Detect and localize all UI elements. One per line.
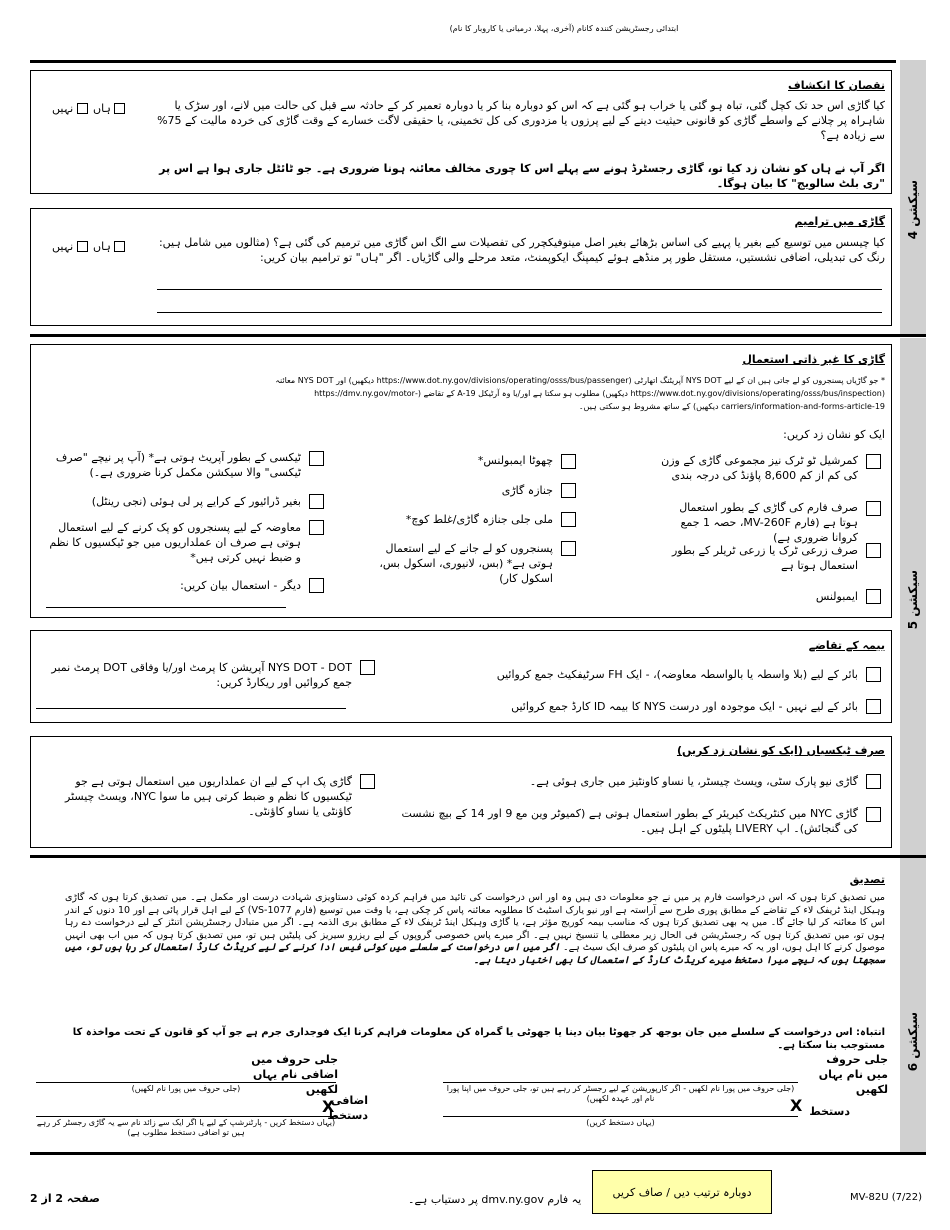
modifications-yes-label: ہاں	[93, 240, 111, 253]
additional-print-name-note: (جلی حروف میں پورا نام لکھیں)	[131, 1084, 241, 1093]
additional-signature-note: (یہاں دستخط کریں - پارٹنرشپ کے لیے یا اگر ایک سے زائد نام سے یہ گاڑی رجسٹر کر رہے ہیں تو اضافی دستخط مطلوب ہے)	[36, 1118, 336, 1137]
taxi-pickup-label: گاڑی پک اپ کے لیے ان عملداریوں میں استعمال ہوتی ہے جو ٹیکسیوں کا نظم و ضبط کرتی ہیں ما سوا NYC، ویسٹ چیسٹر کاؤنٹی یا نساو کاؤنٹی۔	[65, 775, 352, 818]
certification-warning: انتباہ: اس درخواست کے سلسلے میں جان بوجھ کر جھوٹا بیان دینا یا جھوٹی یا گمراہ کن معلومات فراہم کرنا ایک فوجداری جرم ہے جو آپ کو قانون کے تحت مواخذہ کا مستوجب بنا سکتا ہے۔	[72, 1027, 885, 1051]
taxi-label: ٹیکسی کے بطور آپریٹ ہوتی ہے* (آپ پر نیچے "صرف ٹیکسی" والا سیکشن مکمل کرنا ضروری ہے۔)	[55, 451, 301, 479]
certification-body-bold: اگر میں اس درخواست کے سلسلے میں کوئی فیس ادا کرنے کے لیے کریڈٹ کارڈ استعمال کر رہا ہوں تو، میں سمجھتا ہوں کہ نیچے میرا دستخط میرے کریڈٹ کارڈ کے استعمال کا بھی اختیار دیتا ہے۔	[65, 942, 885, 966]
dot-permit-line[interactable]	[36, 708, 346, 709]
signature-line[interactable]	[443, 1116, 798, 1117]
reset-button[interactable]	[592, 1170, 772, 1214]
section6-label: سیکشن 6	[906, 1012, 920, 1072]
nonpersonal-intro-3: carriers/information-and-forms-article-19 دیکھیں) کے ساتھ مشروط ہو سکتی ہیں۔	[578, 402, 885, 411]
agricultural-truck-checkbox[interactable]	[866, 543, 881, 558]
section6-bar	[900, 858, 926, 1154]
damage-title: نقصان کا انکشاف	[788, 79, 885, 92]
combination-hearse-label: ملی جلی جنازہ گاڑی/غلط کوچ*	[405, 513, 553, 526]
signature-x: X	[790, 1096, 803, 1115]
print-name-line[interactable]	[443, 1082, 798, 1083]
nonpersonal-intro-2: (https://www.dot.ny.gov/divisions/operating/osss/bus/inspection دیکھیں) مطلوب ہو سکتا ہے اور/یا وہ آرٹیکل A-19 کے تقاضے (-https://dmv.ny.gov/motor	[314, 389, 885, 398]
mark-one-label: ایک کو نشان زد کریں:	[783, 428, 885, 441]
other-use-label: دیگر - استعمال بیان کریں:	[180, 579, 301, 592]
additional-signature-label: اضافی دستخط	[327, 1094, 368, 1122]
modifications-question: کیا چیسس میں توسیع کیے بغیر یا پہیے کی اساس بڑھائے بغیر اصل مینوفیکچرر کی تفصیلات سے الگ اس گاڑی میں ترمیم کی گئی ہے؟ (مثالوں میں شامل ہیں: رنگ کی تبدیلی، اضافی نشستیں، مستقل طور پر منڈھے ہوئے کیمپنگ ایکوپمنٹ، متعد مرحلے والی گاڑیاں۔ اگر "ہاں" تو ترامیم بیان کریں:	[158, 236, 885, 264]
damage-no-checkbox[interactable]	[77, 103, 88, 114]
damage-no-label: نہیں	[52, 102, 74, 115]
additional-print-name-line[interactable]	[36, 1082, 336, 1083]
combination-hearse-checkbox[interactable]	[561, 512, 576, 527]
commercial-tow-checkbox[interactable]	[866, 454, 881, 469]
farm-vehicle-checkbox[interactable]	[866, 501, 881, 516]
registrant-name-label: ابتدائی رجسٹریشن کنندہ کانام (آخری، پہلا، درمیانی یا کاروبار کا نام)	[449, 24, 679, 33]
ambulance-label: ایمبولنس	[815, 590, 858, 603]
dot-permit-checkbox[interactable]	[360, 660, 375, 675]
additional-signature-x: X	[322, 1097, 335, 1116]
farm-vehicle-label: صرف فارم کی گاڑی کے بطور استعمال ہوتا ہے (فارم MV-260F، حصہ 1 جمع کروانا ضروری ہے)	[679, 501, 858, 544]
modifications-no-label: نہیں	[52, 240, 74, 253]
taxi-county-label: گاڑی نیو پارک سٹی، ویسٹ چیسٹر، یا نساو کاونٹیز میں جاری ہوئی ہے۔	[529, 775, 858, 788]
form-availability: یہ فارم dmv.ny.gov پر دستیاب ہے۔	[408, 1193, 582, 1206]
form-id: MV-82U (7/22)	[850, 1192, 922, 1203]
passenger-pickup-label: معاوضہ کے لیے پسنجروں کو پک کرنے کے لیے استعمال ہوتی ہے صرف ان عملداریوں میں جو ٹیکسیوں کا نظم و ضبط نہیں کرتی ہیں*	[49, 521, 301, 564]
taxi-only-title: صرف ٹیکسیاں (ایک کو نشان زد کریں)	[676, 744, 885, 757]
additional-signature-line[interactable]	[36, 1116, 336, 1117]
fh-certificate-label: بائر کے لیے (بلا واسطہ یا بالواسطہ معاوضہ)، - ایک FH سرٹیفکیٹ جمع کروائیں	[496, 668, 858, 681]
modifications-box	[30, 208, 892, 326]
modifications-line-2[interactable]	[157, 312, 882, 313]
certification-body-text: میں تصدیق کرتا ہوں کہ اس درخواست فارم پر میں نے جو معلومات دی ہیں وہ اور اس درخواست کی تائید میں فراہم کردہ کوئی دستاویزی شہادت درست اور مکمل ہے۔ میں تصدیق کرتا ہوں کہ گاڑی وہیکل اینڈ ٹریفک لاء کے تقاضے کے مطابق پوری طرح سے آراستہ ہے اور نیو یارک اسٹیٹ کا مطلوبہ معائنہ پاس کر چکی ہے، یا وقت میں توسیع (فارم VS-1077) کے لیے اہل قرار پائی ہے اور 10 دنوں کے اندر اس کا معائنہ کر لیا جائے گا۔ میں یہ بھی تصدیق کرتا ہوں کہ مناسب بیمہ کوریج مؤثر ہے، یا گاڑی وہیکل اینڈ ٹریفک لاء کے مطابق بری الذمہ ہے۔ اگر میں متبادل رجسٹریشن اتنٹز کے لیے درخواست دے رہا ہوں تو، میں تصدیق کرتا ہوں کہ رجسٹریشن فی الحال زیر معطلی یا تنسیخ نہیں ہے۔ اگر میرے پاس خصوصی گروپوں کے لیے ریزرو سیریز کی پلیٹیں ہیں تو، میں تصدیق کرتا ہوں کہ میں اب بھی انہیں موصول کرنے کا اہل ہوں، اور یہ کہ میرے پاس ان پلیٹوں کو صرف ایک سیٹ ہے۔	[65, 892, 885, 953]
modifications-yes-checkbox[interactable]	[114, 241, 125, 252]
nonpersonal-title: گاڑی کا غیر ذاتی استعمال	[742, 353, 885, 366]
small-ambulance-label: چھوٹا ایمبولنس*	[477, 454, 553, 467]
rental-label: بغیر ڈرائیور کے کرایے پر لی ہوئی (نجی رینٹل)	[91, 495, 301, 508]
damage-yes-label: ہاں	[93, 102, 111, 115]
modifications-title: گاڑی میں ترامیم	[794, 215, 885, 228]
dot-permit-label: NYS DOT - DOT آپریشن کا پرمٹ اور/یا وفاقی DOT پرمٹ نمبر جمع کروائیں اور ریکارڈ کریں:	[51, 661, 352, 689]
section4-label: سیکشن 4	[906, 180, 920, 240]
passenger-transport-checkbox[interactable]	[561, 541, 576, 556]
hearse-checkbox[interactable]	[561, 483, 576, 498]
header-rule	[30, 60, 896, 63]
taxi-checkbox[interactable]	[309, 451, 324, 466]
other-use-line[interactable]	[46, 607, 286, 608]
modifications-line-1[interactable]	[157, 289, 882, 290]
taxi-contract-label: گاڑی NYC میں کنٹریکٹ کیریئر کے بطور استعمال ہوتی ہے (کمیوٹر وین مع 9 اور 14 کے بیچ نشست کی گنجائش)۔ اپ LIVERY پلیٹوں کے اہل ہیں۔	[401, 807, 858, 835]
rental-checkbox[interactable]	[309, 494, 324, 509]
print-name-label: جلی حروف میں نام یہاں لکھیں	[818, 1053, 888, 1096]
signature-label: دستخط	[809, 1105, 850, 1118]
taxi-county-checkbox[interactable]	[866, 774, 881, 789]
passenger-transport-label: پسنجروں کو لے جانے کے لیے استعمال ہوتی ہے* (بس، لانیوری، اسکول بس، اسکول کار)	[379, 542, 553, 585]
other-use-checkbox[interactable]	[309, 578, 324, 593]
agricultural-truck-label: صرف زرعی ٹرک یا زرعی ٹریلر کے بطور استعمال ہوتا ہے	[671, 544, 858, 572]
page-number: صفحہ 2 از 2	[30, 1192, 100, 1205]
additional-print-name-label: جلی حروف میں اضافی نام یہاں لکھیں	[251, 1053, 338, 1096]
reset-button-label: دوبارہ ترتیب دیں / صاف کریں	[612, 1185, 752, 1199]
taxi-pickup-checkbox[interactable]	[360, 774, 375, 789]
passenger-pickup-checkbox[interactable]	[309, 520, 324, 535]
damage-yes-checkbox[interactable]	[114, 103, 125, 114]
nonpersonal-intro-1: * جو گاڑیاں پسنجروں کو لے جاتی ہیں ان کے لیے NYS DOT آپریٹنگ اتھارٹی (https://www.dot.ny.gov/divisions/operating/osss/bus/passenger دیکھیں) اور NYS DOT معائنہ	[275, 376, 885, 385]
insurance-title: بیمہ کے تقاضے	[808, 639, 885, 652]
taxi-contract-checkbox[interactable]	[866, 807, 881, 822]
certification-body	[65, 892, 885, 967]
damage-question: کیا گاڑی اس حد تک کچل گئی، تباہ ہو گئی یا خراب ہو گئی ہے کہ اس کو دوبارہ بنا کر یا دوبارہ تعمیر کر کے حادثہ سے قبل کی حالت میں لانے، اور سڑک یا شاہراہ پر چلانے کے واسطے گاڑی کو قانونی حیثیت دینے کے لیے پرزوں یا مزدوری کی کل تخمینی، یا حقیقی لاگت خسارے کے وقت گاڑی کی خردہ مالیت کے 75% سے زیادہ ہے؟	[157, 99, 885, 142]
section5-rule	[30, 855, 926, 858]
damage-note: اگر آپ نے ہاں کو نشان زد کیا تو، گاڑی رجسٹرڈ ہونے سے پہلے اس کا چوری مخالف معائنہ ہونا ضروری ہے۔ جو ٹائٹل جاری ہوا ہے اس پر "ری بلٹ سالویج" کا بیان ہوگا۔	[159, 162, 885, 190]
small-ambulance-checkbox[interactable]	[561, 454, 576, 469]
insurance-id-checkbox[interactable]	[866, 699, 881, 714]
signature-note: (یہاں دستخط کریں)	[586, 1118, 655, 1127]
section6-rule	[30, 1152, 926, 1155]
ambulance-checkbox[interactable]	[866, 589, 881, 604]
section5-label: سیکشن 5	[906, 570, 920, 630]
section4-rule	[30, 334, 926, 337]
commercial-tow-label: کمرشیل ٹو ٹرک نیز مجموعی گاڑی کے وزن کی کم از کم 8,600 پاؤنڈ کی درجہ بندی	[661, 454, 858, 482]
certification-title: تصدیق	[849, 873, 885, 886]
print-name-note: (جلی حروف میں پورا نام لکھیں - اگر کارپوریشن کے لیے رجسٹر کر رہے ہیں تو، جلی حروف میں اپنا پورا نام اور عہدہ لکھیں)	[446, 1084, 795, 1103]
hearse-label: جنازہ گاڑی	[501, 484, 553, 497]
fh-certificate-checkbox[interactable]	[866, 667, 881, 682]
insurance-id-label: بائر کے لیے نہیں - ایک موجودہ اور درست NYS کا بیمہ ID کارڈ جمع کروائیں	[511, 700, 858, 713]
modifications-no-checkbox[interactable]	[77, 241, 88, 252]
